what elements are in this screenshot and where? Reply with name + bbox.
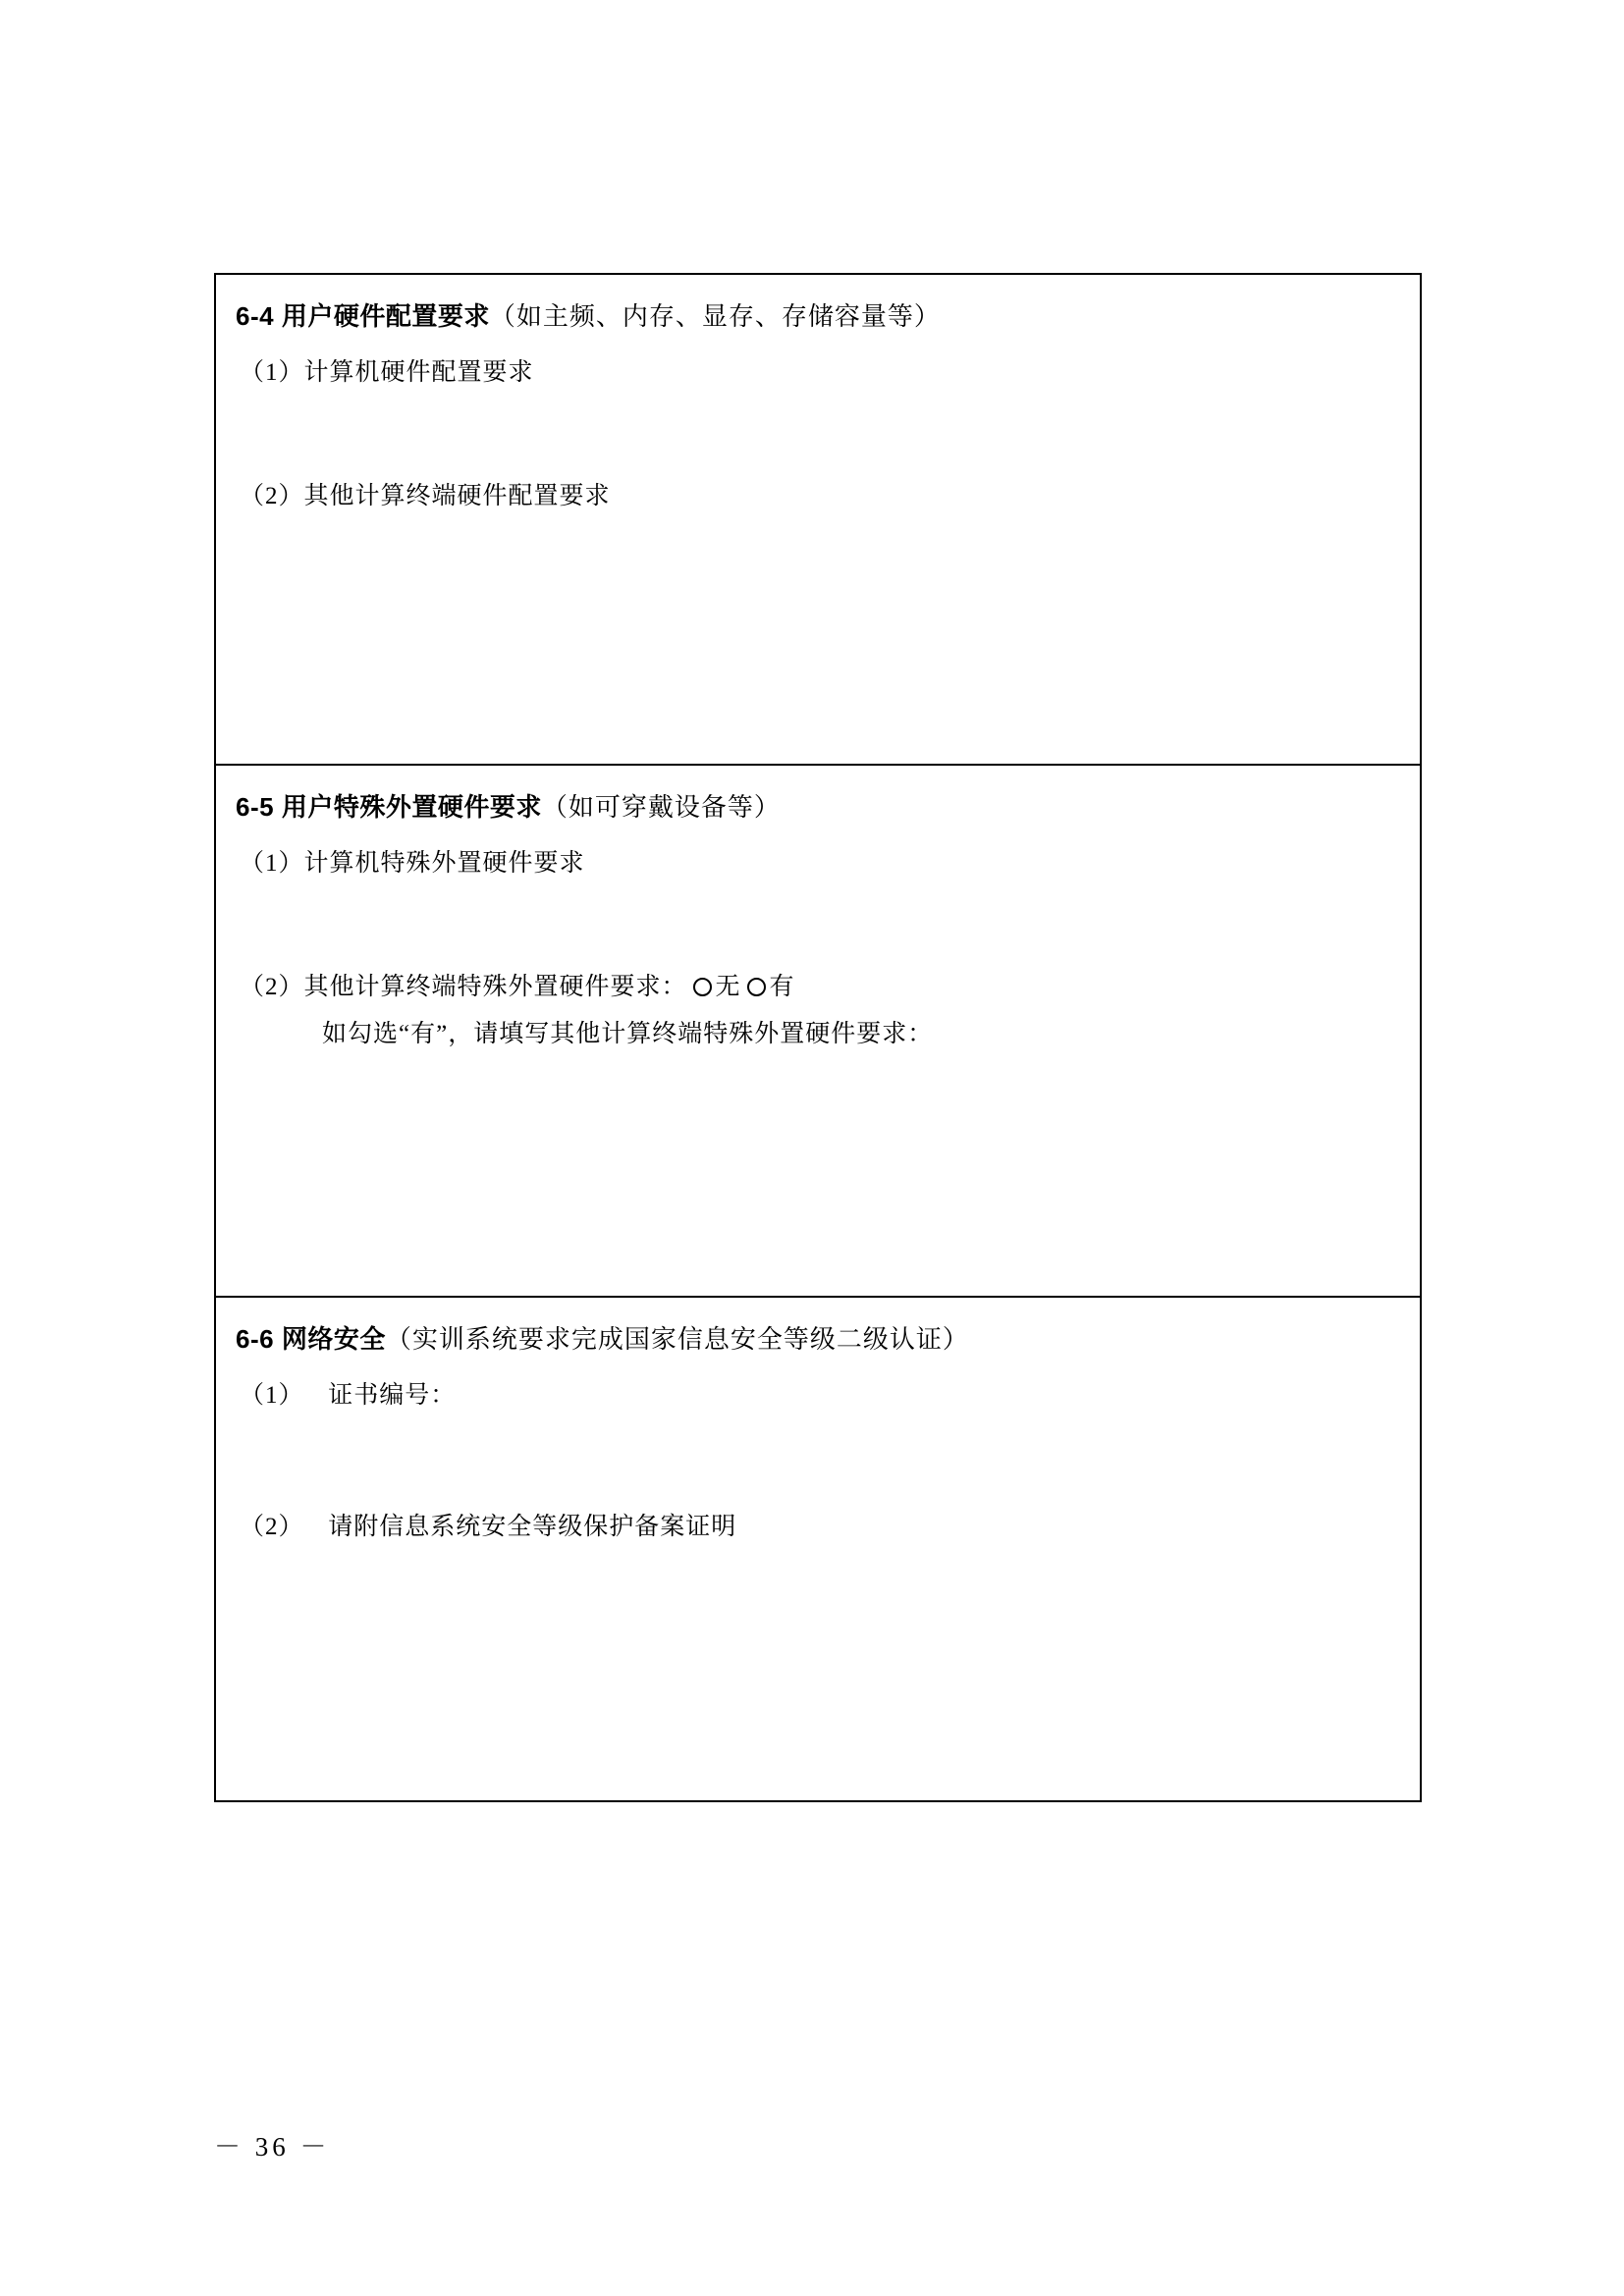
section-6-6-heading-number: 6-6 bbox=[236, 1324, 275, 1354]
section-6-5-item-1-marker: （1） bbox=[240, 850, 304, 877]
section-6-6 bbox=[216, 1298, 1420, 1800]
radio-yes[interactable] bbox=[747, 978, 766, 996]
section-6-4-item-1-marker: （1） bbox=[240, 359, 304, 386]
section-6-5-radio-group bbox=[687, 974, 795, 1000]
section-6-5 bbox=[216, 766, 1420, 1298]
radio-yes-label: 有 bbox=[769, 974, 795, 1000]
section-6-5-item-2 bbox=[216, 969, 1420, 1006]
section-6-5-heading-note: （如可穿戴设备等） bbox=[541, 793, 781, 822]
section-6-6-item-2 bbox=[216, 1509, 1420, 1546]
section-6-4-item-1-label: 计算机硬件配置要求 bbox=[303, 359, 534, 386]
section-6-4-heading bbox=[216, 296, 1420, 337]
section-6-5-heading bbox=[216, 787, 1420, 828]
section-6-4-item-1 bbox=[216, 354, 1420, 392]
radio-none-label: 无 bbox=[715, 974, 741, 1000]
section-6-4-item-2 bbox=[216, 478, 1420, 515]
section-6-4-item-2-label: 其他计算终端硬件配置要求 bbox=[303, 483, 611, 509]
section-6-4-heading-title: 用户硬件配置要求 bbox=[281, 301, 490, 331]
section-6-6-item-1-marker: （1） bbox=[240, 1382, 304, 1409]
section-6-6-item-1 bbox=[216, 1377, 1420, 1415]
section-6-4-heading-note: （如主频、内存、显存、存储容量等） bbox=[489, 302, 941, 331]
section-6-6-heading-note: （实训系统要求完成国家信息安全等级二级认证） bbox=[385, 1325, 969, 1354]
radio-none[interactable] bbox=[693, 978, 712, 996]
section-6-6-item-1-label: 证书编号： bbox=[328, 1382, 457, 1409]
section-6-5-subitem: 如勾选“有”，请填写其他计算终端特殊外置硬件要求： bbox=[322, 1021, 934, 1047]
section-6-6-item-2-marker: （2） bbox=[240, 1514, 304, 1540]
section-6-5-item-1 bbox=[216, 845, 1420, 882]
section-6-5-item-2-label: 其他计算终端特殊外置硬件要求： bbox=[303, 974, 687, 1000]
page-number: － 36 － bbox=[214, 2132, 331, 2162]
section-6-5-item-2-marker: （2） bbox=[240, 974, 304, 1000]
section-6-4 bbox=[216, 275, 1420, 766]
section-6-5-item-1-label: 计算机特殊外置硬件要求 bbox=[303, 850, 585, 877]
section-6-5-heading-title: 用户特殊外置硬件要求 bbox=[281, 792, 542, 822]
section-6-6-heading bbox=[216, 1319, 1420, 1360]
section-6-6-heading-title: 网络安全 bbox=[281, 1324, 386, 1354]
requirements-form-table bbox=[214, 273, 1422, 1802]
section-6-4-heading-number: 6-4 bbox=[236, 301, 275, 331]
section-6-4-item-2-marker: （2） bbox=[240, 483, 304, 509]
section-6-6-item-2-label: 请附信息系统安全等级保护备案证明 bbox=[328, 1514, 737, 1540]
section-6-5-heading-number: 6-5 bbox=[236, 792, 275, 822]
